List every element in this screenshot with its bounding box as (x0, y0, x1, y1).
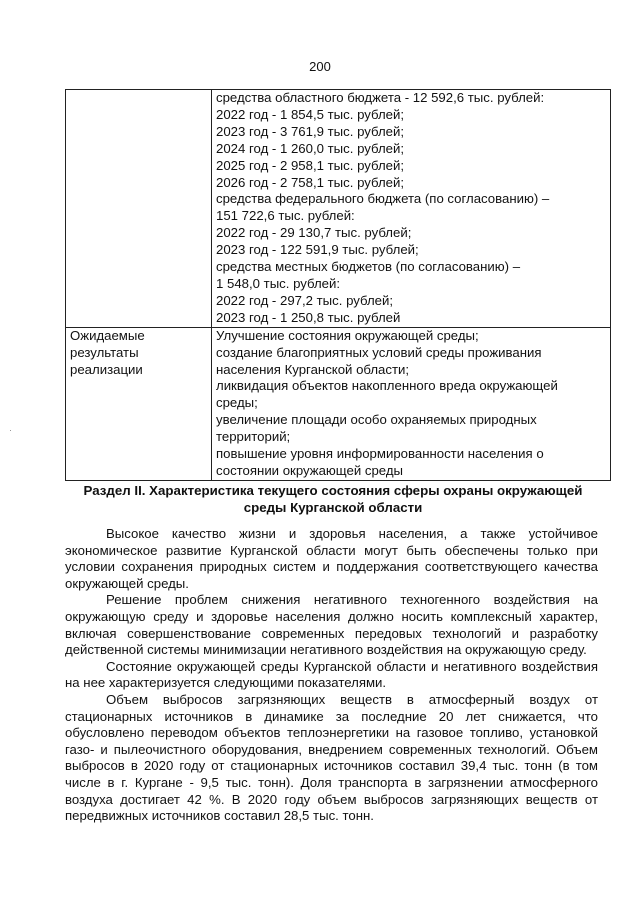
section-heading (68, 483, 598, 517)
table-label-line: Ожидаемые (70, 327, 145, 343)
paragraph: Высокое качество жизни и здоровья населения, а также устойчивое экономическое развитие Курганской области могут быть обеспечены только при условии сохранения природных систем и поддержания соответствующего качества окружающей среды. (65, 526, 598, 591)
table-line: создание благоприятных условий среды проживания (216, 344, 542, 360)
table-row (66, 327, 611, 480)
budget-table (65, 89, 611, 481)
table-cell-value (212, 90, 611, 328)
table-line: 2023 год - 1 250,8 тыс. рублей (216, 309, 401, 325)
paragraph: Решение проблем снижения негативного техногенного воздействия на окружающую среду и здоровье населения должно носить комплексный характер, включая совершенствование современных передовых технологий и разработку действенной системы минимизации негативного воздействия на окружающую среду. (65, 592, 598, 658)
paragraph: Объем выбросов загрязняющих веществ в атмосферный воздух от стационарных источников в динамике за последние 20 лет снижается, что обусловлено переводом объектов теплоэнергетики на газовое топливо, установкой газо- и пылеочистного оборудования, внедрением современных технологий. Объем выбросов в 2020 году от стационарных источников составил 39,4 тыс. тонн (в том числе в г. Кургане - 9,5 тыс. тонн). Доля транспорта в загрязнении атмосферного воздуха достигает 42 %. В 2020 году объем выбросов загрязняющих веществ от передвижных источников составил 28,5 тыс. тонн. (65, 691, 598, 824)
table-line: ликвидация объектов накопленного вреда окружающей (216, 378, 558, 394)
table-line: состоянии окружающей среды (216, 462, 404, 478)
page-number: 200 (309, 59, 331, 74)
table-line: 1 548,0 тыс. рублей: (216, 275, 341, 291)
table-line: средства областного бюджета - 12 592,6 тыс. рублей: (216, 90, 545, 105)
table-line: 2023 год - 3 761,9 тыс. рублей; (216, 123, 405, 139)
table-line: 2026 год - 2 758,1 тыс. рублей; (216, 174, 405, 190)
table-line: 151 722,6 тыс. рублей: (216, 208, 355, 224)
table-line: 2024 год - 1 260,0 тыс. рублей; (216, 140, 405, 156)
table-line: средства федерального бюджета (по согласованию) – (216, 191, 550, 207)
body-text (65, 526, 598, 825)
section-heading-line: среды Курганской области (243, 499, 423, 515)
table-line: среды; (216, 395, 258, 411)
section-heading-line: Раздел II. Характеристика текущего состояния сферы охраны окружающей (83, 483, 583, 498)
table-line: повышение уровня информированности населения о (216, 446, 544, 462)
table-line: 2022 год - 29 130,7 тыс. рублей; (216, 225, 412, 241)
table-line: 2023 год - 122 591,9 тыс. рублей; (216, 242, 419, 258)
table-line: увеличение площади особо охраняемых природных (216, 412, 537, 428)
table-label-line: реализации (70, 361, 143, 377)
table-row (66, 90, 611, 328)
table-cell-label (66, 90, 212, 328)
table-line: населения Курганской области; (216, 361, 410, 377)
margin-mark: · (9, 425, 12, 435)
paragraph: Состояние окружающей среды Курганской области и негативного воздействия на нее характеризуется следующими показателями. (65, 658, 598, 691)
table-cell-label (66, 327, 212, 480)
table-line: территорий; (216, 429, 291, 445)
table-cell-value (212, 327, 611, 480)
table-line: 2025 год - 2 958,1 тыс. рублей; (216, 157, 405, 173)
table-line: 2022 год - 297,2 тыс. рублей; (216, 292, 394, 308)
table-line: Улучшение состояния окружающей среды; (216, 327, 479, 343)
table-label-line: результаты (70, 344, 139, 360)
table-line: средства местных бюджетов (по согласованию) – (216, 259, 521, 275)
table-line: 2022 год - 1 854,5 тыс. рублей; (216, 106, 405, 122)
